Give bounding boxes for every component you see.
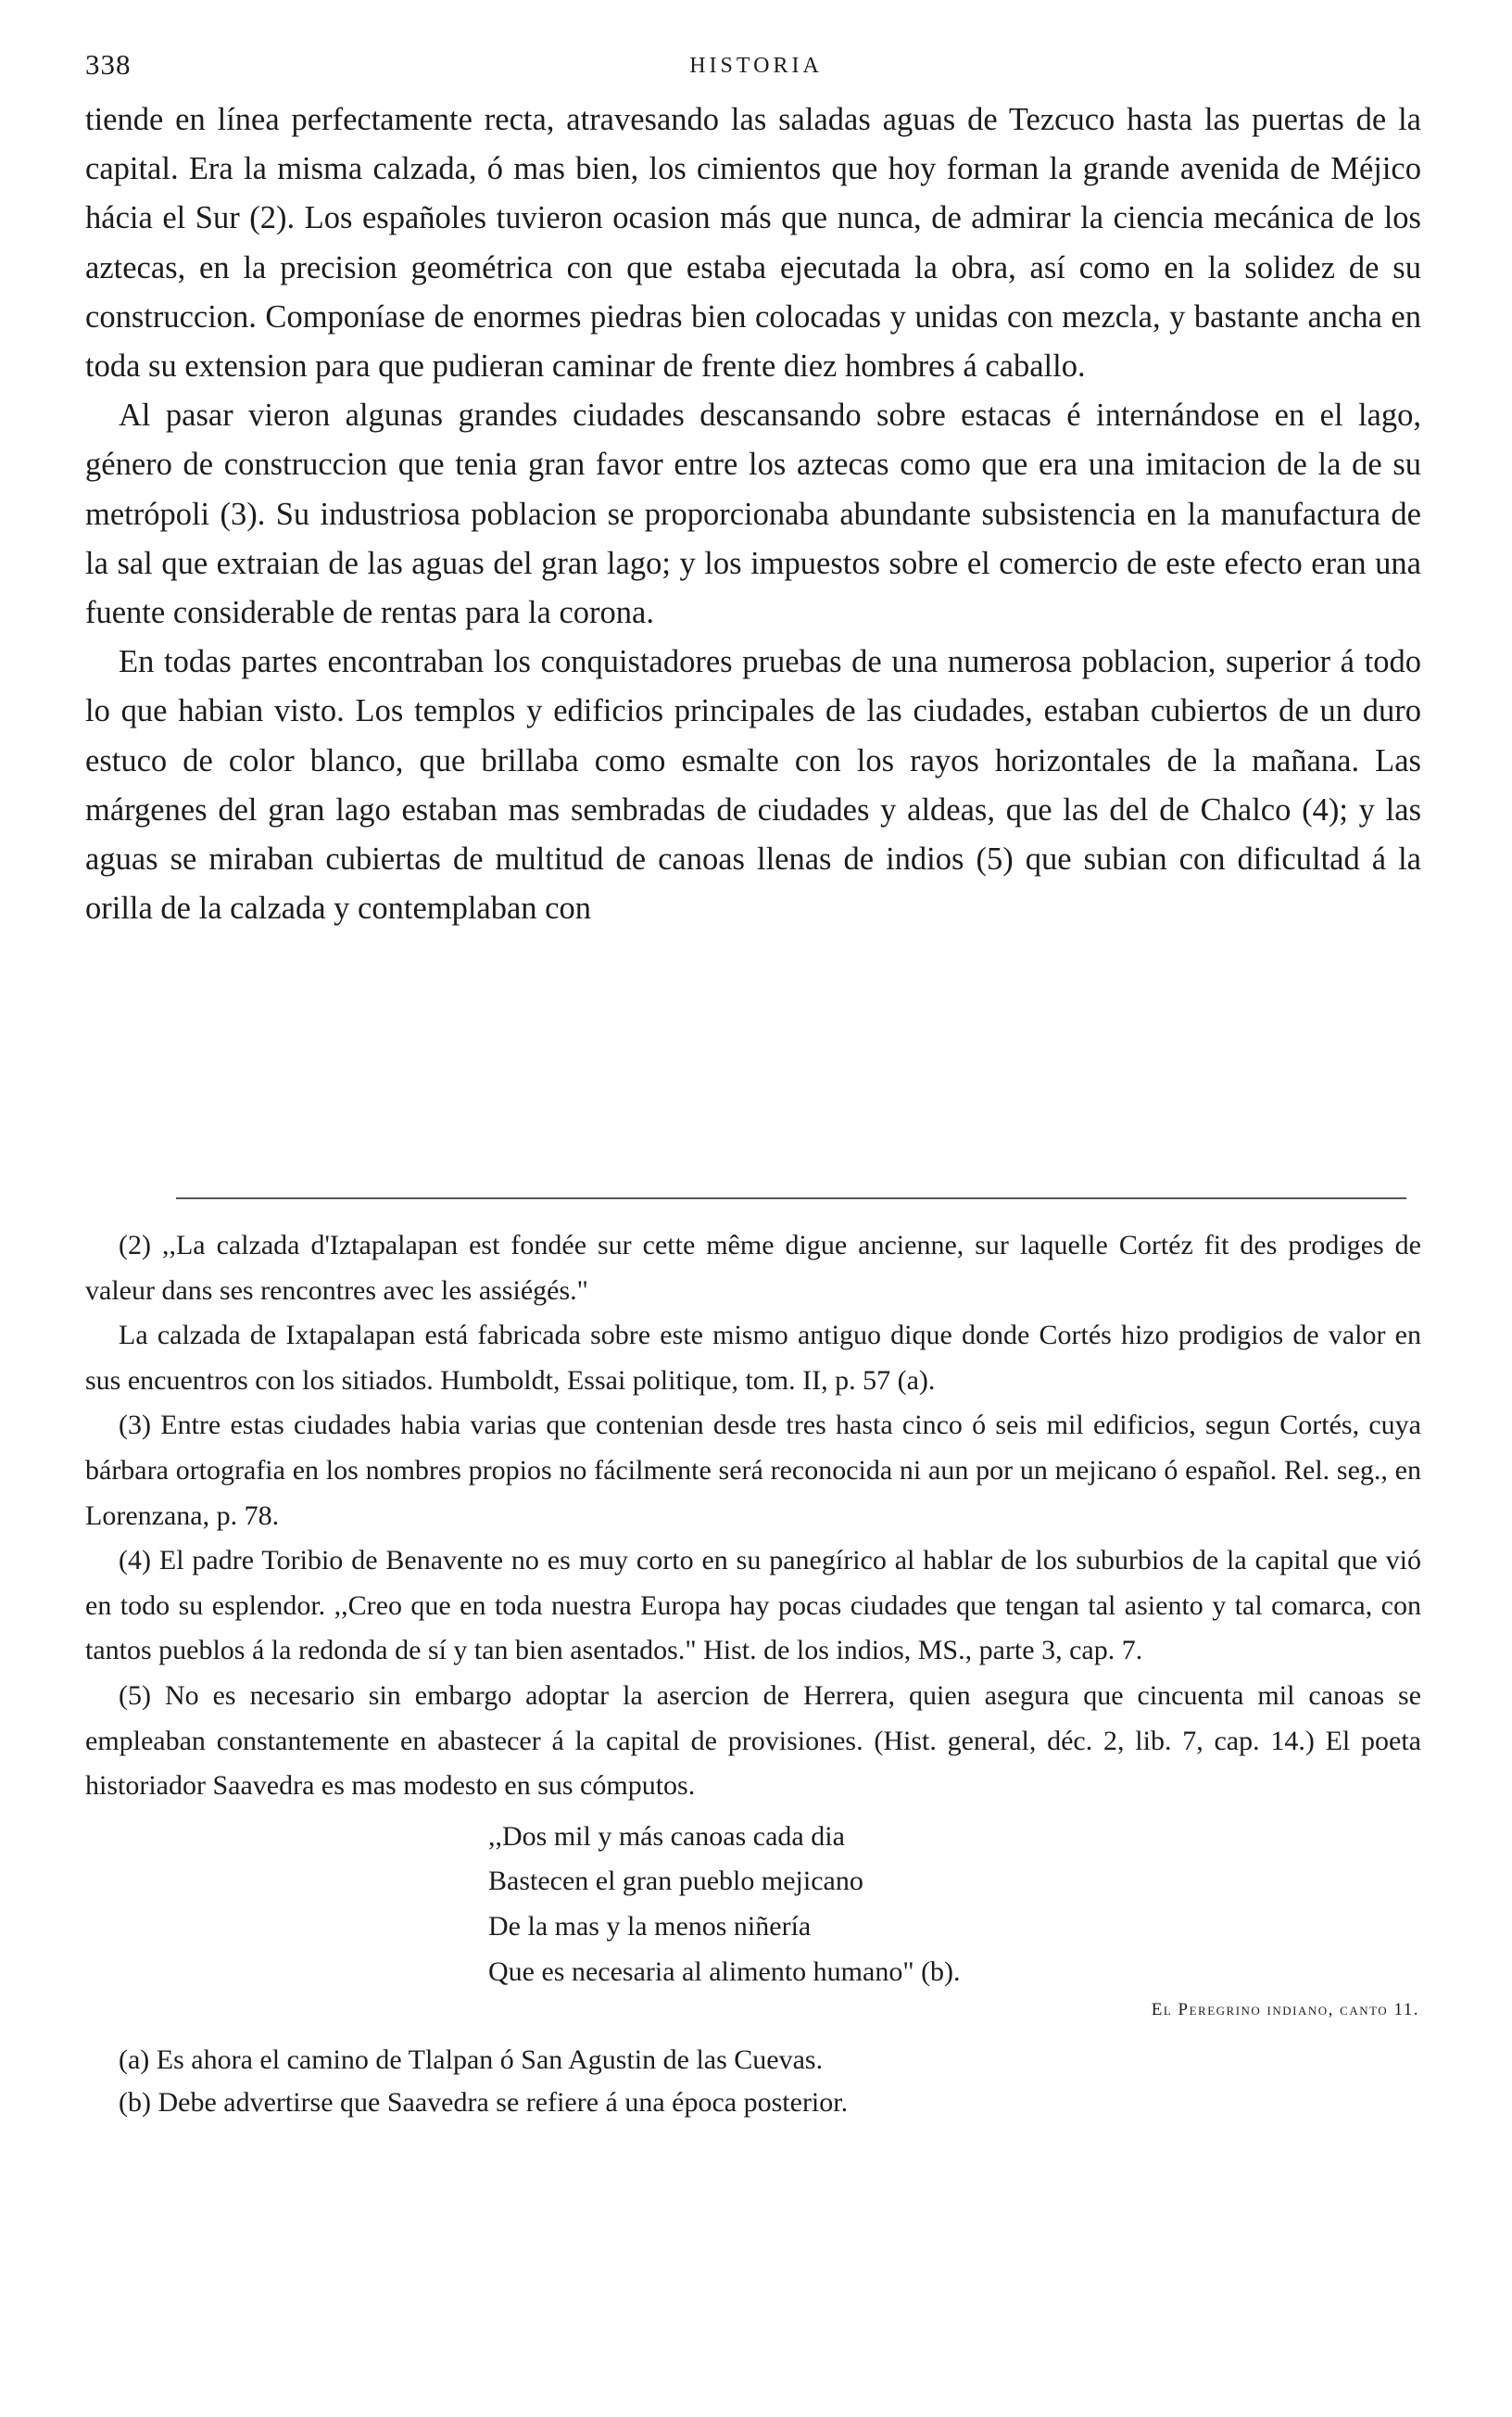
paragraph-3: En todas partes encontraban los conquistadores pruebas de una numerosa poblacion, superior á todo lo que habian visto. Los templos y edificios principales de las ciudades, estaban cubiertos de un duro estuco de color blanco, que brillaba como esmalte con los rayos horizontales de la mañana. Las márgenes del gran lago estaban mas sembradas de ciudades y aldeas, que las del de Chalco (4); y las aguas se miraban cubiertas de multitud de canoas llenas de indios (5) que subian con dificultad á la orilla de la calzada y contemplaban con	[85, 644, 1421, 927]
running-title: HISTORIA	[689, 54, 823, 78]
footnote-2-french: (2) ,,La calzada d'Iztapalapan est fondée sur cette même digue ancienne, sur laquelle Cortéz fit des prodiges de valeur dans ses rencontres avec les assiégés."	[85, 1230, 1421, 1306]
paragraph-1: tiende en línea perfectamente recta, atravesando las saladas aguas de Tezcuco hasta las puertas de la capital. Era la misma calzada, ó mas bien, los cimientos que hoy forman la grande avenida de Méjico hácia el Sur (2). Los españoles tuvieron ocasion más que nunca, de admirar la ciencia mecánica de los aztecas, en la precision geométrica con que estaba ejecutada la obra, así como en la solidez de su construccion. Componíase de enormes piedras bien colocadas y unidas con mezcla, y bastante ancha en toda su extension para que pudieran caminar de frente diez hombres á caballo.	[85, 102, 1421, 385]
running-head	[85, 48, 1427, 85]
page-number: 338	[85, 48, 132, 81]
footnote-5: (5) No es necesario sin embargo adoptar la asercion de Herrera, quien asegura que cincuenta mil canoas se empleaban constantemente en abastecer á la capital de provisiones. (Hist. general, déc. 2, lib. 7, cap. 14.) El poeta historiador Saavedra es mas modesto en sus cómputos.	[85, 1679, 1421, 1802]
note-b: (b) Debe advertirse que Saavedra se refiere á una época posterior.	[119, 2087, 849, 2119]
footnote-2-spanish: La calzada de Ixtapalapan está fabricada sobre este mismo antiguo dique donde Cortés hizo prodigios de valor en sus encuentros con los sitiados. Humboldt, Essai politique, tom. II, p. 57 (a).	[85, 1320, 1421, 1396]
verse-line: Que es necesaria al alimento humano" (b).	[488, 1955, 961, 1987]
footnotes	[85, 1223, 1421, 2124]
verse-line: ,,Dos mil y más canoas cada dia	[488, 1820, 845, 1852]
verse-line: Bastecen el gran pueblo mejicano	[488, 1866, 863, 1897]
footnote-divider	[176, 1197, 1406, 1199]
editor-notes	[85, 2039, 1421, 2124]
paragraph-2: Al pasar vieron algunas grandes ciudades descansando sobre estacas é internándose en el lago, género de construccion que tenia gran favor entre los aztecas como que era una imitacion de la de su metrópoli (3). Su industriosa poblacion se proporcionaba abundante subsistencia en la manufactura de la sal que extraian de las aguas del gran lago; y los impuestos sobre el comercio de este efecto eran una fuente considerable de rentas para la corona.	[85, 398, 1421, 631]
main-text	[85, 95, 1421, 933]
verse-line: De la mas y la menos niñería	[488, 1910, 812, 1942]
verse-source: El Peregrino indiano, canto 11.	[1151, 2000, 1419, 2020]
note-a: (a) Es ahora el camino de Tlalpan ó San Agustin de las Cuevas.	[119, 2044, 824, 2076]
footnote-4: (4) El padre Toribio de Benavente no es muy corto en su panegírico al hablar de los suburbios de la capital que vió en todo su esplendor. ,,Creo que en toda nuestra Europa hay pocas ciudades que tengan tal asiento y tal comarca, con tantos pueblos á la redonda de sí y tan bien asentados." Hist. de los indios, MS., parte 3, cap. 7.	[85, 1545, 1421, 1666]
footnote-3: (3) Entre estas ciudades habia varias que contenian desde tres hasta cinco ó seis mil edificios, segun Cortés, cuya bárbara ortografia en los nombres propios no fácilmente será reconocida ni aun por un mejicano ó español. Rel. seg., en Lorenzana, p. 78.	[85, 1410, 1421, 1531]
verse-quotation	[488, 1815, 1421, 1994]
